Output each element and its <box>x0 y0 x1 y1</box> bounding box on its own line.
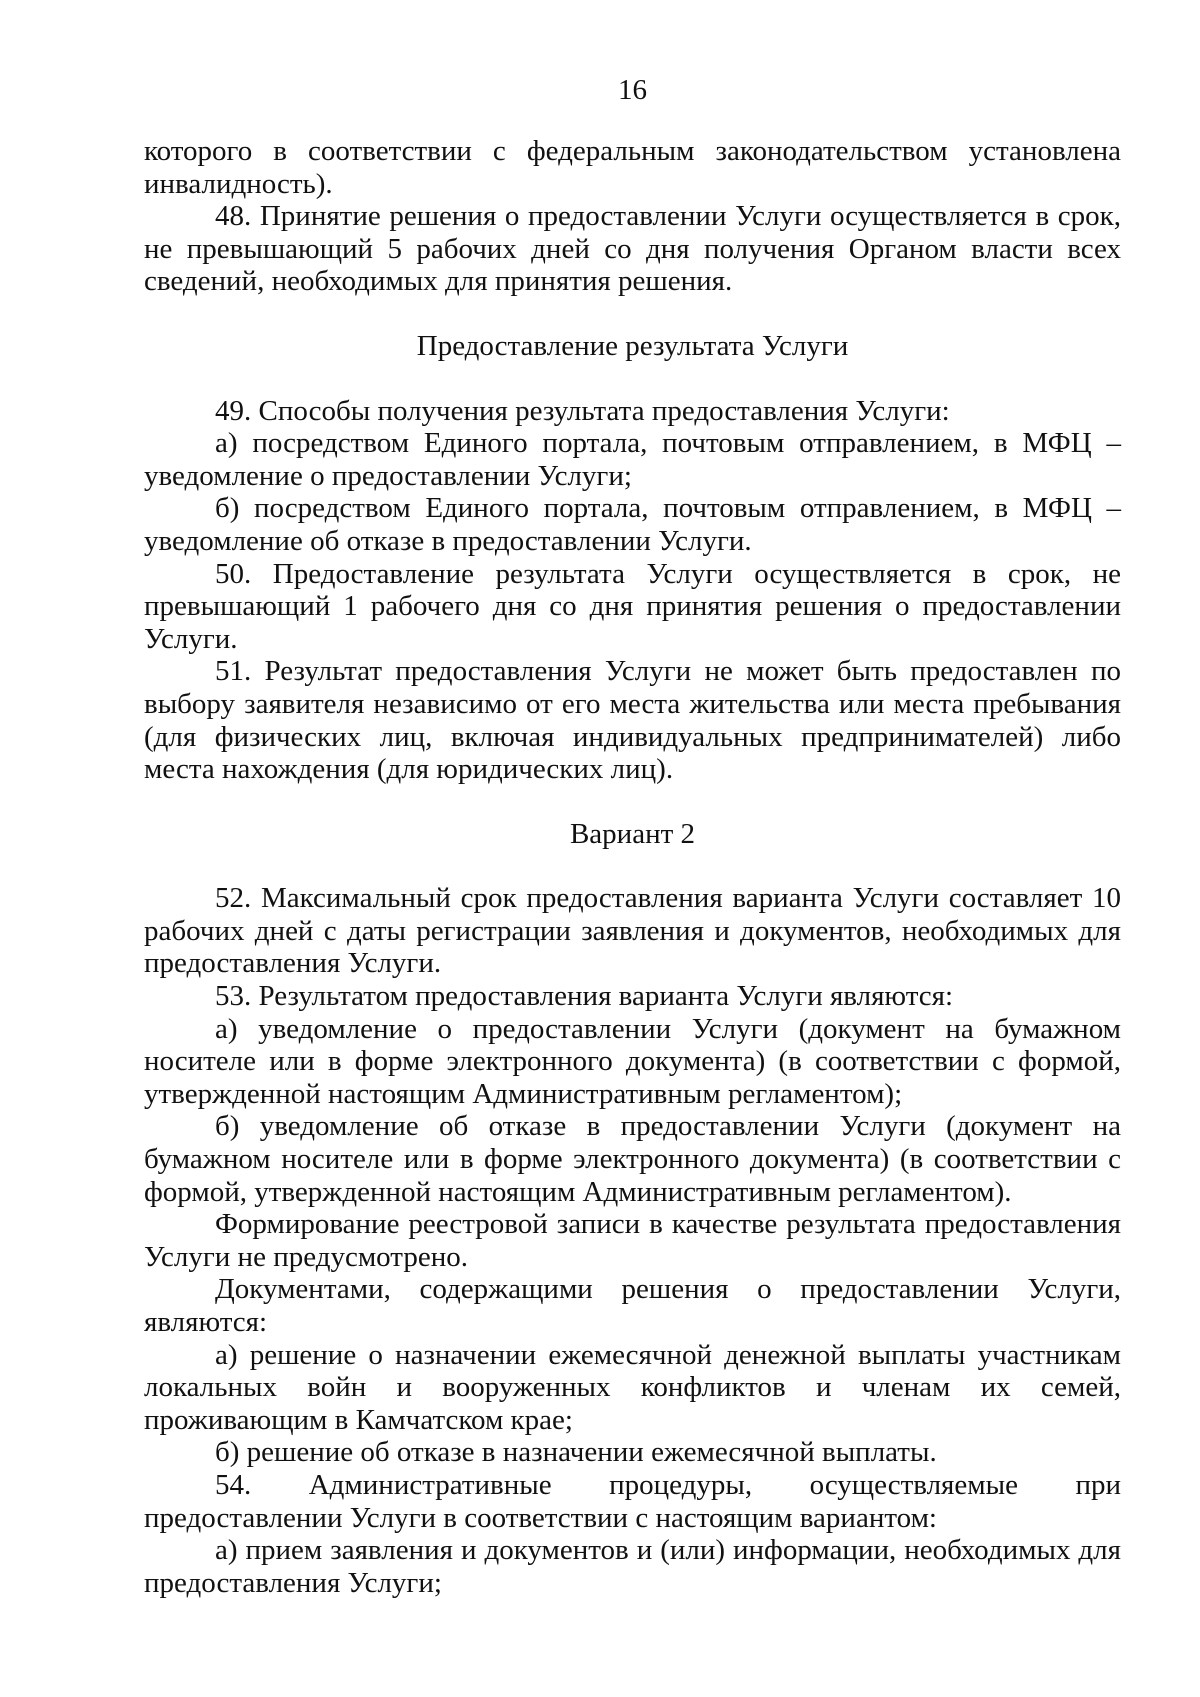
paragraph-continuation: которого в соответствии с федеральным законодательством установлена инвалидность). <box>144 135 1121 200</box>
paragraph-49-b: б) посредством Единого портала, почтовым отправлением, в МФЦ – уведомление об отказе в предоставлении Услуги. <box>144 492 1121 557</box>
paragraph-53: 53. Результатом предоставления варианта Услуги являются: <box>215 980 953 1013</box>
paragraph-53-a: а) уведомление о предоставлении Услуги (документ на бумажном носителе или в форме электронного документа) (в соответствии с формой, утвержденной настоящим Административным регламентом); <box>144 1012 1121 1110</box>
paragraph-decision-a: а) решение о назначении ежемесячной денежной выплаты участникам локальных войн и вооруженных конфликтов и членам их семей, проживающим в Камчатском крае; <box>144 1338 1121 1436</box>
paragraph-decision-b: б) решение об отказе в назначении ежемесячной выплаты. <box>215 1436 937 1469</box>
paragraph-49: 49. Способы получения результата предоставления Услуги: <box>215 394 950 427</box>
paragraph-decision-documents: Документами, содержащими решения о предоставлении Услуги, являются: <box>144 1273 1121 1338</box>
paragraph-53-b: б) уведомление об отказе в предоставлении Услуги (документ на бумажном носителе или в форме электронного документа) (в соответствии с формой, утвержденной настоящим Административным регламентом). <box>144 1110 1121 1208</box>
paragraph-54-a: а) прием заявления и документов и (или) информации, необходимых для предоставления Услуги; <box>144 1534 1121 1599</box>
paragraph-registry-record: Формирование реестровой записи в качестве результата предоставления Услуги не предусмотрено. <box>144 1208 1121 1273</box>
paragraph-52: 52. Максимальный срок предоставления варианта Услуги составляет 10 рабочих дней с даты регистрации заявления и документов, необходимых для предоставления Услуги. <box>144 882 1121 980</box>
document-body <box>144 135 1121 1599</box>
page-number: 16 <box>618 74 647 106</box>
paragraph-48: 48. Принятие решения о предоставлении Услуги осуществляется в срок, не превышающий 5 рабочих дней со дня получения Органом власти всех сведений, необходимых для принятия решения. <box>144 200 1121 298</box>
paragraph-51: 51. Результат предоставления Услуги не может быть предоставлен по выбору заявителя независимо от его места жительства или места пребывания (для физических лиц, включая индивидуальных предпринимателей) либо места нахождения (для юридических лиц). <box>144 655 1121 786</box>
paragraph-50: 50. Предоставление результата Услуги осуществляется в срок, не превышающий 1 рабочего дня со дня принятия решения о предоставлении Услуги. <box>144 557 1121 655</box>
paragraph-49-a: а) посредством Единого портала, почтовым отправлением, в МФЦ – уведомление о предоставлении Услуги; <box>144 427 1121 492</box>
section-heading-result: Предоставление результата Услуги <box>416 329 849 362</box>
section-heading-variant: Вариант 2 <box>569 817 696 850</box>
paragraph-54: 54. Административные процедуры, осуществляемые при предоставлении Услуги в соответствии с настоящим вариантом: <box>144 1468 1121 1534</box>
